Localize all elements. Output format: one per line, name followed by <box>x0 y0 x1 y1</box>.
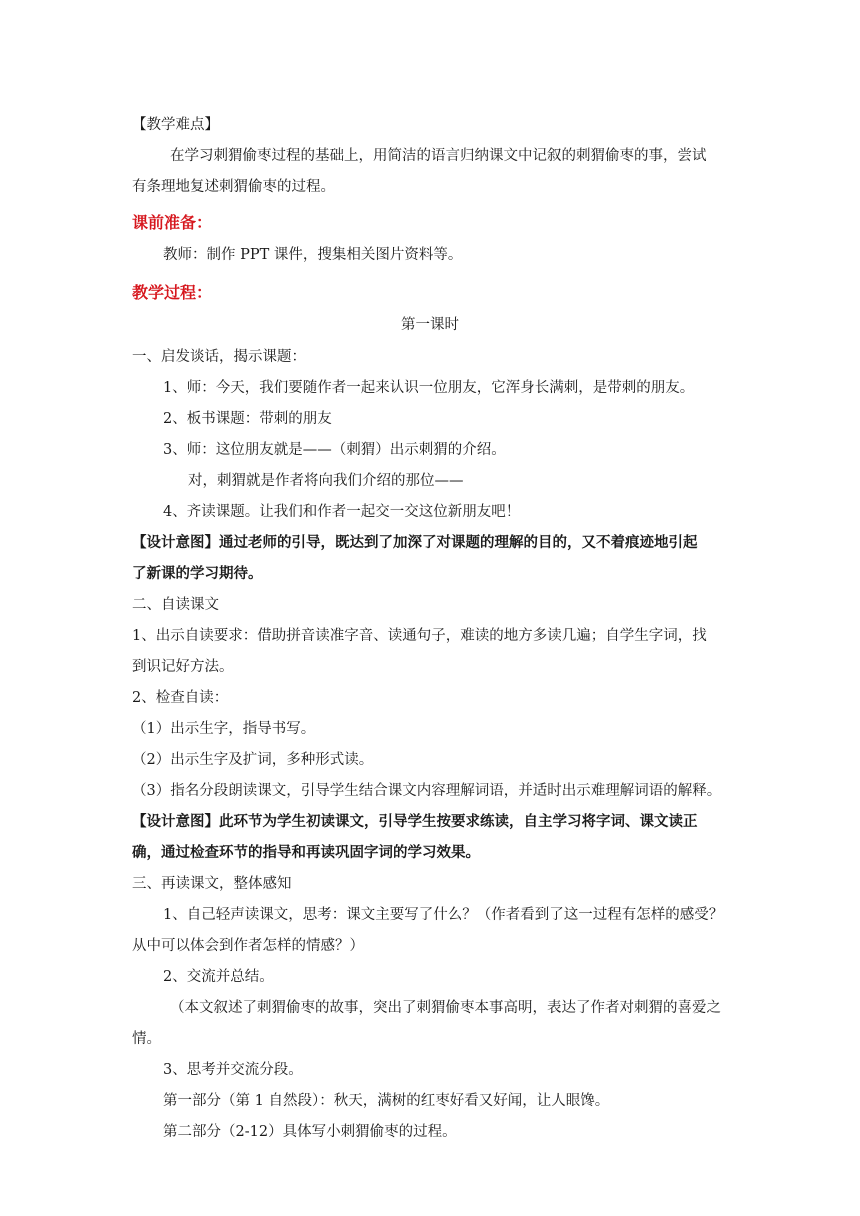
section1-title: 一、启发谈话，揭示课题： <box>132 349 306 365</box>
section2-title: 二、自读课文 <box>132 597 219 613</box>
section3-summary-line2: 情。 <box>132 1031 161 1047</box>
section2-item1-line2: 到识记好方法。 <box>132 659 234 675</box>
section3-item3: 3、思考并交流分段。 <box>163 1062 303 1078</box>
preparation-heading: 课前准备： <box>132 213 213 232</box>
section3-summary-line1: （本文叙述了刺猬偷枣的故事，突出了刺猬偷枣本事高明，表达了作者对刺猬的喜爱之 <box>170 1000 721 1016</box>
section2-sub3: （3）指名分段朗读课文，引导学生结合课文内容理解词语，并适时出示难理解词语的解释。 <box>132 783 722 799</box>
difficulty-text-line1: 在学习刺猬偷枣过程的基础上，用简洁的语言归纳课文中记叙的刺猬偷枣的事，尝试 <box>170 148 707 164</box>
section3-part1: 第一部分（第 1 自然段）：秋天，满树的红枣好看又好闻，让人眼馋。 <box>163 1093 610 1109</box>
section2-item2: 2、检查自读： <box>132 690 229 706</box>
lesson-title: 第一课时 <box>401 317 459 333</box>
section1-item2: 2、板书课题：带刺的朋友 <box>163 411 332 427</box>
section3-title: 三、再读课文，整体感知 <box>132 876 292 892</box>
section2-sub2: （2）出示生字及扩词，多种形式读。 <box>132 752 374 768</box>
section1-design-line1: 【设计意图】通过老师的引导，既达到了加深了对课题的理解的目的，又不着痕迹地引起 <box>132 534 698 551</box>
section3-item2: 2、交流并总结。 <box>163 969 274 985</box>
section1-design-line2: 了新课的学习期待。 <box>132 565 263 582</box>
section3-item1-line1: 1、自己轻声读课文，思考：课文主要写了什么？（作者看到了这一过程有怎样的感受？ <box>163 907 724 923</box>
section1-item3-sub: 对，刺猬就是作者将向我们介绍的那位—— <box>188 473 464 489</box>
section3-item1-line2: 从中可以体会到作者怎样的情感？） <box>132 938 364 954</box>
preparation-text: 教师：制作 PPT 课件，搜集相关图片资料等。 <box>163 247 463 263</box>
difficulty-heading: 【教学难点】 <box>132 117 219 133</box>
section1-item3: 3、师：这位朋友就是——（刺猬）出示刺猬的介绍。 <box>163 442 506 458</box>
section2-item1-line1: 1、出示自读要求：借助拼音读准字音、读通句子，难读的地方多读几遍；自学生字词，找 <box>132 628 707 644</box>
section2-sub1: （1）出示生字，指导书写。 <box>132 721 316 737</box>
process-heading: 教学过程： <box>132 283 213 302</box>
section2-design-line1: 【设计意图】此环节为学生初读课文，引导学生按要求练读，自主学习将字词、课文读正 <box>132 813 698 830</box>
section2-design-line2: 确，通过检查环节的指导和再读巩固字词的学习效果。 <box>132 844 480 861</box>
section3-part2: 第二部分（2-12）具体写小刺猬偷枣的过程。 <box>163 1124 457 1140</box>
section1-item1: 1、师：今天，我们要随作者一起来认识一位朋友，它浑身长满刺，是带刺的朋友。 <box>163 380 695 396</box>
section1-item4: 4、齐读课题。让我们和作者一起交一交这位新朋友吧！ <box>163 504 521 520</box>
difficulty-text-line2: 有条理地复述刺猬偷枣的过程。 <box>132 179 335 195</box>
